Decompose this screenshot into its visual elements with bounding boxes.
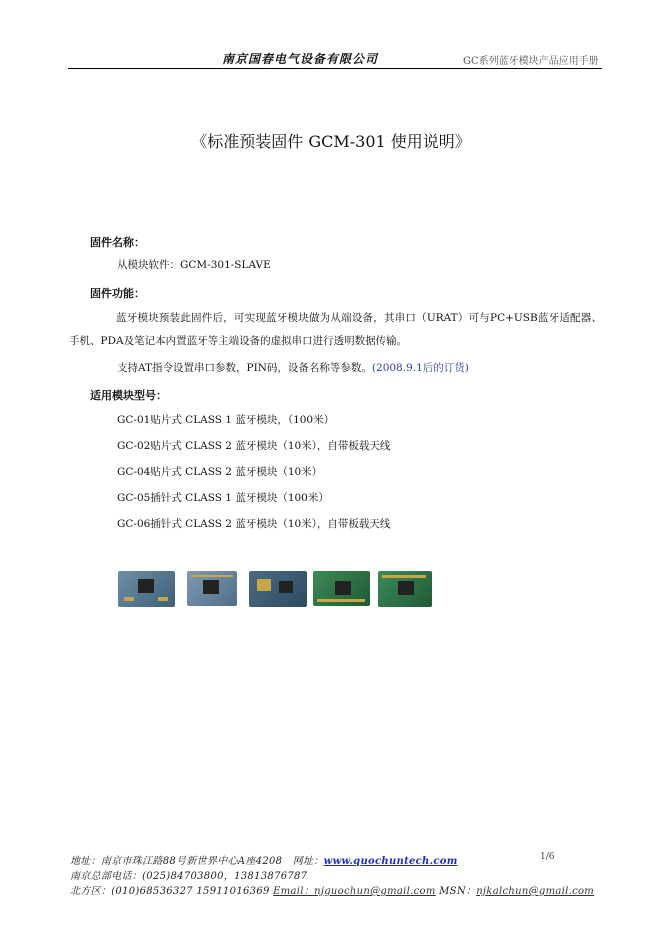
- firmware-name-value: 从模块软件：GCM-301-SLAVE: [117, 259, 271, 271]
- module-photo-gc05: [313, 571, 370, 606]
- footer-website-link[interactable]: www.quochuntech.com: [323, 856, 458, 867]
- module-photo-gc02: [187, 571, 237, 606]
- footer-hq-phone: (025)84703800，13813876787: [142, 871, 308, 882]
- module-photo-gc04: [249, 571, 307, 607]
- firmware-function-paragraph: 蓝牙模块预装此固件后，可实现蓝牙模块做为从端设备，其串口（URAT）可与PC+USB蓝牙适配器、手机、PDA及笔记本内置蓝牙等主端设备的虚拟串口进行透明数据传输。: [69, 312, 602, 347]
- models-heading: 适用模块型号：: [90, 389, 167, 402]
- footer-msn-link[interactable]: njkalchun@gmail.com: [476, 886, 595, 897]
- at-command-line: [117, 362, 469, 374]
- header-company-name: 南京国春电气设备有限公司: [222, 52, 379, 66]
- firmware-name-heading: 固件名称：: [90, 236, 145, 249]
- at-command-note: (2008.9.1后的订货): [371, 362, 469, 374]
- model-item: GC-06插针式 CLASS 2 蓝牙模块（10米），自带板载天线: [117, 518, 391, 530]
- firmware-function-heading: 固件功能：: [90, 287, 145, 300]
- footer-north-line: [70, 882, 594, 897]
- module-photo-gc01: [118, 571, 175, 607]
- footer-email-link[interactable]: Email：njguochun@gmail.com: [273, 886, 436, 897]
- footer-north-label: 北方区：: [70, 886, 112, 897]
- model-item: GC-01贴片式 CLASS 1 蓝牙模块，（100米）: [117, 414, 335, 426]
- model-item: GC-05插针式 CLASS 1 蓝牙模块（100米）: [117, 492, 329, 504]
- at-command-text: 支持AT指令设置串口参数，PIN码，设备名称等参数。: [117, 362, 372, 374]
- footer-hq-phone-label: 南京总部电话：: [70, 871, 143, 882]
- model-item: GC-04贴片式 CLASS 2 蓝牙模块（10米）: [117, 466, 323, 478]
- module-photo-gc06: [378, 571, 432, 607]
- footer-address: 南京市珠江路88号新世界中心A座4208: [100, 856, 283, 867]
- header-manual-title: GC系列蓝牙模块产品应用手册: [463, 56, 599, 67]
- document-title: 《标准预装固件 GCM-301 使用说明》: [191, 132, 471, 151]
- footer-address-label: 地址：: [70, 856, 101, 867]
- header-divider: [68, 68, 602, 69]
- page-number: 1/6: [540, 852, 555, 862]
- footer-web-label: 网址：: [292, 856, 324, 867]
- model-item: GC-02贴片式 CLASS 2 蓝牙模块（10米），自带板载天线: [117, 440, 391, 452]
- footer-msn-label: MSN：: [439, 886, 477, 897]
- footer-phone-line: [70, 867, 307, 882]
- footer-north-phone: (010)68536327 15911016369: [111, 886, 270, 897]
- footer-address-line: [70, 852, 458, 867]
